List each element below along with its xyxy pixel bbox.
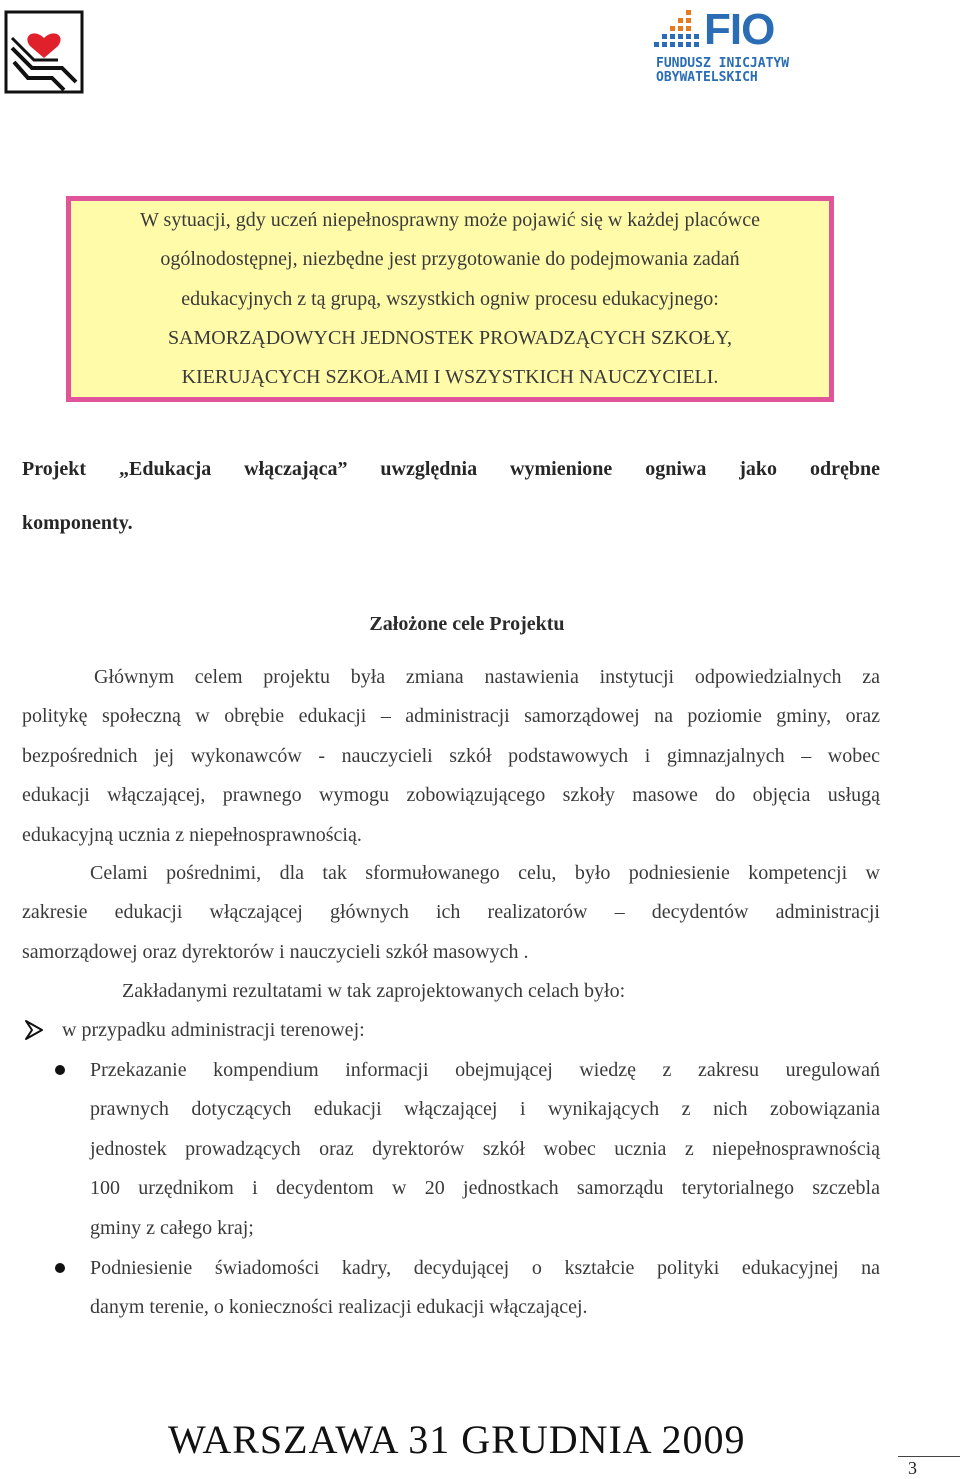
fio-logo <box>654 6 812 86</box>
admin-heading: w przypadku administracji terenowej: <box>62 1019 365 1041</box>
intermediate-goal-line: samorządowej oraz dyrektorów i nauczycieli szkół masowych . <box>22 941 529 963</box>
bullet-line: Przekazanie kompendium informacji obejmującej wiedzę z zakresu uregulowań <box>90 1059 880 1081</box>
bullet-line: 100 urzędnikom i decydentom w 20 jednostkach samorządu terytorialnego szczebla <box>90 1177 880 1199</box>
bullet-line: gminy z całego kraj; <box>90 1217 254 1239</box>
highlight-box <box>66 196 834 402</box>
project-statement-line: komponenty. <box>22 512 133 534</box>
dots-graphic-icon <box>654 8 702 54</box>
highlight-line: SAMORZĄDOWYCH JEDNOSTEK PROWADZĄCYCH SZKOŁY, <box>167 327 733 349</box>
results-intro: Zakładanymi rezultatami w tak zaprojektowanych celach było: <box>122 980 626 1002</box>
page-number: 3 <box>908 1458 917 1478</box>
arrow-bullet-icon <box>24 1019 44 1041</box>
bullet-line: jednostek prowadzących oraz dyrektorów szkół wobec ucznia z niepełnosprawnością <box>90 1138 880 1160</box>
highlight-line: W sytuacji, gdy uczeń niepełnosprawny może pojawić się w każdej placówce <box>140 209 760 231</box>
main-goal-line: edukacji włączającej, prawnego wymogu zobowiązującego szkoły masowe do objęcia usługą <box>22 784 880 806</box>
heart-hands-logo-icon <box>4 8 84 94</box>
main-goal-line: politykę społeczną w obrębie edukacji – administracji samorządowej na poziomie gminy, oraz <box>22 705 880 727</box>
main-goal-line: bezpośrednich jej wykonawców - nauczycieli szkół podstawowych i gimnazjalnych – wobec <box>22 745 880 767</box>
fio-logo-subtitle-2: OBYWATELSKICH <box>656 70 758 85</box>
main-goal-line: edukacyjną ucznia z niepełnosprawnością. <box>22 824 362 846</box>
fio-logo-title: FIO <box>704 5 775 54</box>
intermediate-goal-line: zakresie edukacji włączającej głównych ich realizatorów – decydentów administracji <box>22 901 880 923</box>
intermediate-goal-line: Celami pośrednimi, dla tak sformułowanego celu, było podniesienie kompetencji w <box>90 862 880 884</box>
fio-logo-subtitle-1: FUNDUSZ INICJATYW <box>656 56 790 71</box>
bullet-line: prawnych dotyczących edukacji włączającej i wynikających z nich zobowiązania <box>90 1098 880 1120</box>
highlight-line: ogólnodostępnej, niezbędne jest przygotowanie do podejmowania zadań <box>160 248 740 270</box>
bullet-line: Podniesienie świadomości kadry, decydującej o kształcie polityki edukacyjnej na <box>90 1257 880 1279</box>
footer-date: WARSZAWA 31 GRUDNIA 2009 <box>168 1417 746 1462</box>
organization-logo <box>4 8 84 94</box>
bullet-line: danym terenie, o konieczności realizacji edukacji włączającej. <box>90 1296 588 1318</box>
project-statement-line: Projekt „Edukacja włączająca” uwzględnia wymienione ogniwa jako odrębne <box>22 458 880 480</box>
main-goal-line: Głównym celem projektu była zmiana nastawienia instytucji odpowiedzialnych za <box>94 666 880 688</box>
bullet-dot-icon <box>55 1065 65 1075</box>
highlight-line: KIERUJĄCYCH SZKOŁAMI I WSZYSTKICH NAUCZYCIELI. <box>181 366 719 388</box>
section-heading: Założone cele Projektu <box>369 613 565 635</box>
page-number-rule <box>898 1456 960 1457</box>
bullet-dot-icon <box>55 1263 65 1273</box>
highlight-line: edukacyjnych z tą grupą, wszystkich ogniw procesu edukacyjnego: <box>181 288 719 310</box>
